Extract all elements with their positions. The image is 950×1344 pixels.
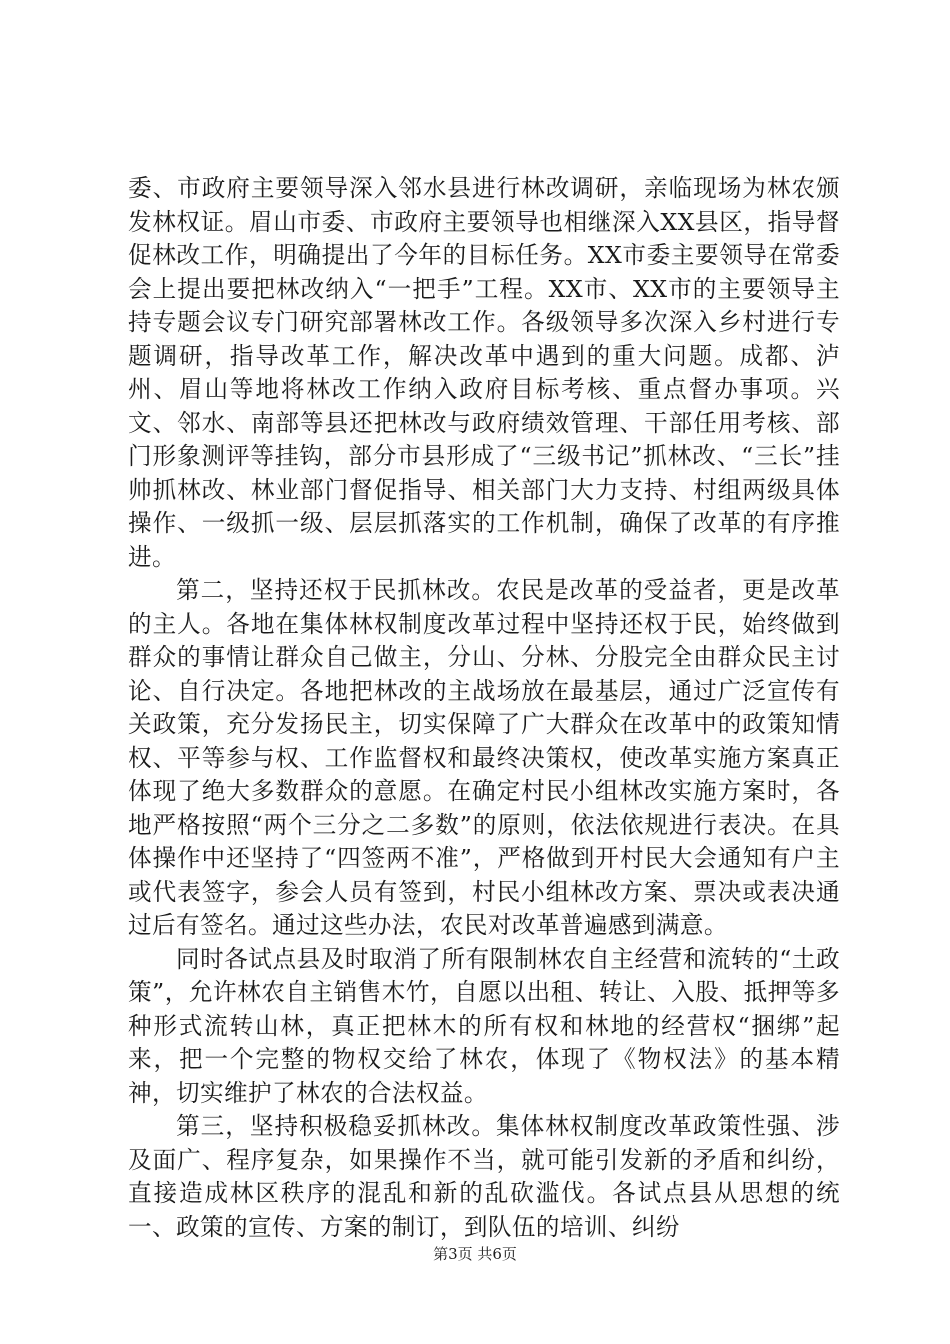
body-text <box>128 172 840 1244</box>
paragraph-2: 第二，坚持还权于民抓林改。农民是改革的受益者，更是改革的主人。各地在集体林权制度改革过程中坚持还权于民，始终做到群众的事情让群众自己做主，分山、分林、分股完全由群众民主讨论、自行决定。各地把林改的主战场放在最基层，通过广泛宣传有关政策，充分发扬民主，切实保障了广大群众在改革中的政策知情权、平等参与权、工作监督权和最终决策权，使改革实施方案真正体现了绝大多数群众的意愿。在确定村民小组林改实施方案时，各地严格按照“两个三分之二多数”的原则，依法依规进行表决。在具体操作中还坚持了“四签两不准”，严格做到开村民大会通知有户主或代表签字，参会人员有签到，村民小组林改方案、票决或表决通过后有签名。通过这些办法，农民对改革普遍感到满意。 <box>128 576 840 939</box>
paragraph-4: 第三，坚持积极稳妥抓林改。集体林权制度改革政策性强、涉及面广、程序复杂，如果操作不当，就可能引发新的矛盾和纠纷，直接造成林区秩序的混乱和新的乱砍滥伐。各试点县从思想的统一、政策的宣传、方案的制订，到队伍的培训、纠纷 <box>128 1112 840 1241</box>
paragraph-1: 委、市政府主要领导深入邻水县进行林改调研，亲临现场为林农颁发林权证。眉山市委、市政府主要领导也相继深入XX县区，指导督促林改工作，明确提出了今年的目标任务。XX市委主要领导在常委会上提出要把林改纳入“一把手”工程。XX市、XX市的主要领导主持专题会议专门研究部署林改工作。各级领导多次深入乡村进行专题调研，指导改革工作，解决改革中遇到的重大问题。成都、泸州、眉山等地将林改工作纳入政府目标考核、重点督办事项。兴文、邻水、南部等县还把林改与政府绩效管理、干部任用考核、部门形象测评等挂钩，部分市县形成了“三级书记”抓林改、“三长”挂帅抓林改、林业部门督促指导、相关部门大力支持、村组两级具体操作、一级抓一级、层层抓落实的工作机制，确保了改革的有序推进。 <box>128 174 840 571</box>
paragraph-3: 同时各试点县及时取消了所有限制林农自主经营和流转的“土政策”，允许林农自主销售木竹，自愿以出租、转让、入股、抵押等多种形式流转山林，真正把林木的所有权和林地的经营权“捆绑”起来，把一个完整的物权交给了林农，体现了《物权法》的基本精神，切实维护了林农的合法权益。 <box>128 944 840 1107</box>
page-footer: 第3页 共6页 <box>433 1245 517 1263</box>
